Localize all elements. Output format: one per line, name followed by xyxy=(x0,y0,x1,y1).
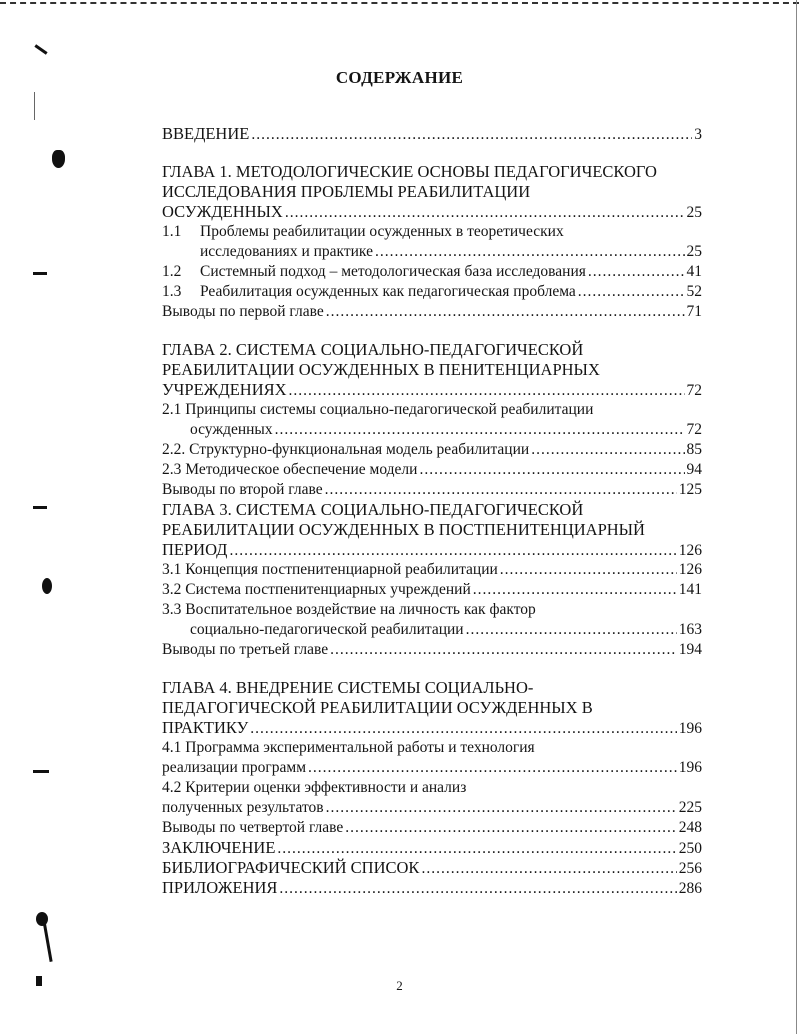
scan-artifact-mark xyxy=(33,506,47,509)
section-number: 1.1 xyxy=(162,223,182,240)
toc-entry-label: БИБЛИОГРАФИЧЕСКИЙ СПИСОК xyxy=(162,858,420,877)
toc-leader-dots xyxy=(285,203,685,222)
section-number: 1.2 xyxy=(162,263,182,280)
toc-entry-conclusion xyxy=(162,838,702,858)
toc-entry-3-2 xyxy=(162,580,702,600)
toc-page-number: 141 xyxy=(678,581,702,598)
toc-page-number: 126 xyxy=(678,542,702,559)
chapter-4-heading-line: ПЕДАГОГИЧЕСКОЙ РЕАБИЛИТАЦИИ ОСУЖДЕННЫХ В xyxy=(162,698,593,717)
toc-page-number: 94 xyxy=(686,461,702,478)
toc-leader-dots xyxy=(466,620,677,640)
toc-entry-3-3-line1: 3.3 Воспитательное воздействие на личность как фактор xyxy=(162,601,536,618)
toc-leader-dots xyxy=(289,381,685,400)
scan-artifact-mark xyxy=(33,770,49,773)
toc-entry-label: 3.1 Концепция постпенитенциарной реабилитации xyxy=(162,561,498,578)
toc-entry-chapter-4-conclusions xyxy=(162,818,702,838)
toc-page-number: 72 xyxy=(686,421,702,438)
toc-entry-label: Выводы по четвертой главе xyxy=(162,819,344,836)
toc-entry-label: ПЕРИОД xyxy=(162,540,228,559)
toc-entry-label: Проблемы реабилитации осужденных в теоретических xyxy=(200,223,564,240)
toc-entry-label: Выводы по третьей главе xyxy=(162,641,329,658)
toc-entry-1-3 xyxy=(162,282,702,302)
chapter-2-heading-line: ГЛАВА 2. СИСТЕМА СОЦИАЛЬНО-ПЕДАГОГИЧЕСКОЙ xyxy=(162,340,584,359)
toc-entry-chapter-1-conclusions xyxy=(162,302,702,322)
toc-entry-chapter-3-conclusions xyxy=(162,640,702,660)
toc-page-number: 248 xyxy=(678,819,702,836)
toc-page-number: 286 xyxy=(678,880,702,897)
page-number: 2 xyxy=(396,978,403,993)
toc-entry-label: полученных результатов xyxy=(162,799,324,816)
scan-artifact-mark xyxy=(52,150,65,168)
toc-page-number: 3 xyxy=(694,126,702,143)
toc-leader-dots xyxy=(326,302,685,322)
toc-entry-label: 2.2. Структурно-функциональная модель реабилитации xyxy=(162,441,530,458)
toc-leader-dots xyxy=(275,420,685,440)
page-title: СОДЕРЖАНИЕ xyxy=(335,68,464,87)
toc-page-number: 85 xyxy=(686,441,702,458)
toc-page-number: 225 xyxy=(678,799,702,816)
toc-leader-dots xyxy=(345,818,677,838)
table-of-contents xyxy=(162,124,702,898)
toc-leader-dots xyxy=(279,879,676,898)
toc-entry-introduction xyxy=(162,124,702,144)
toc-entry-label: осужденных xyxy=(190,421,273,438)
toc-page-number: 25 xyxy=(686,243,702,260)
scan-artifact-mark xyxy=(42,920,52,962)
toc-entry-chapter-2 xyxy=(162,380,702,400)
toc-page-number: 71 xyxy=(686,303,702,320)
toc-page-number: 196 xyxy=(678,720,702,737)
toc-entry-label: ОСУЖДЕННЫХ xyxy=(162,202,283,221)
toc-entry-2-1 xyxy=(162,420,702,440)
toc-entry-2-3 xyxy=(162,460,702,480)
toc-entry-chapter-2-conclusions xyxy=(162,480,702,500)
scan-artifact-mark xyxy=(34,92,35,120)
toc-entry-chapter-3 xyxy=(162,540,702,560)
toc-entry-3-3 xyxy=(162,620,702,640)
toc-page-number: 250 xyxy=(678,840,702,857)
toc-page-number: 125 xyxy=(678,481,702,498)
toc-entry-1-1 xyxy=(162,242,702,262)
toc-page-number: 256 xyxy=(678,860,702,877)
toc-entry-3-1 xyxy=(162,560,702,580)
scan-right-border xyxy=(796,0,797,1034)
chapter-1-heading-line: ГЛАВА 1. МЕТОДОЛОГИЧЕСКИЕ ОСНОВЫ ПЕДАГОГИЧЕСКОГО xyxy=(162,162,657,181)
toc-leader-dots xyxy=(250,719,676,738)
toc-page-number: 126 xyxy=(678,561,702,578)
toc-entry-label: 2.3 Методическое обеспечение модели xyxy=(162,461,418,478)
toc-leader-dots xyxy=(500,560,677,580)
toc-leader-dots xyxy=(326,798,677,818)
toc-leader-dots xyxy=(375,242,685,262)
toc-page-number: 52 xyxy=(686,283,702,300)
toc-entry-label: ПРИЛОЖЕНИЯ xyxy=(162,878,278,897)
toc-leader-dots xyxy=(277,839,676,858)
chapter-3-heading-line: ГЛАВА 3. СИСТЕМА СОЦИАЛЬНО-ПЕДАГОГИЧЕСКОЙ xyxy=(162,500,584,519)
toc-entry-label: ПРАКТИКУ xyxy=(162,718,249,737)
toc-entry-2-1-line1: 2.1 Принципы системы социально-педагогической реабилитации xyxy=(162,401,594,418)
toc-page-number: 194 xyxy=(678,641,702,658)
toc-entry-4-2 xyxy=(162,798,702,818)
chapter-2-heading-line: РЕАБИЛИТАЦИИ ОСУЖДЕННЫХ В ПЕНИТЕНЦИАРНЫХ xyxy=(162,360,600,379)
toc-entry-label: реализации программ xyxy=(162,759,307,776)
toc-leader-dots xyxy=(578,282,685,302)
toc-leader-dots xyxy=(325,480,677,500)
toc-entry-1-2 xyxy=(162,262,702,282)
toc-leader-dots xyxy=(588,262,685,282)
toc-leader-dots xyxy=(419,460,684,480)
toc-page-number: 196 xyxy=(678,759,702,776)
toc-entry-4-1 xyxy=(162,758,702,778)
scan-top-border xyxy=(0,2,799,4)
toc-leader-dots xyxy=(308,758,677,778)
toc-entry-label: Системный подход – методологическая база исследования xyxy=(200,263,586,280)
toc-leader-dots xyxy=(473,580,677,600)
toc-entry-label: Выводы по второй главе xyxy=(162,481,323,498)
scan-artifact-mark xyxy=(33,272,47,275)
toc-leader-dots xyxy=(229,541,676,560)
toc-entry-4-2-line1: 4.2 Критерии оценки эффективности и анализ xyxy=(162,779,467,796)
toc-page-number: 163 xyxy=(678,621,702,638)
toc-entry-label: УЧРЕЖДЕНИЯХ xyxy=(162,380,287,399)
toc-entry-label: Выводы по первой главе xyxy=(162,303,324,320)
toc-entry-label: ЗАКЛЮЧЕНИЕ xyxy=(162,838,276,857)
section-number: 1.3 xyxy=(162,283,182,300)
toc-entry-1-1-line1 xyxy=(162,222,702,242)
toc-page-number: 25 xyxy=(686,204,702,221)
toc-entry-label: Реабилитация осужденных как педагогическая проблема xyxy=(200,283,576,300)
toc-page-number: 41 xyxy=(686,263,702,280)
toc-entry-4-1-line1: 4.1 Программа экспериментальной работы и технология xyxy=(162,739,535,756)
chapter-1-heading-line: ИССЛЕДОВАНИЯ ПРОБЛЕМЫ РЕАБИЛИТАЦИИ xyxy=(162,182,531,201)
toc-leader-dots xyxy=(421,859,676,878)
toc-entry-label: социально-педагогической реабилитации xyxy=(190,621,464,638)
chapter-4-heading-line: ГЛАВА 4. ВНЕДРЕНИЕ СИСТЕМЫ СОЦИАЛЬНО- xyxy=(162,678,534,697)
toc-page-number: 72 xyxy=(686,382,702,399)
toc-entry-chapter-1 xyxy=(162,202,702,222)
toc-entry-bibliography xyxy=(162,858,702,878)
toc-leader-dots xyxy=(251,125,692,144)
toc-entry-label: ВВЕДЕНИЕ xyxy=(162,124,250,143)
toc-leader-dots xyxy=(531,440,684,460)
toc-entry-2-2 xyxy=(162,440,702,460)
scan-artifact-mark xyxy=(42,578,52,594)
toc-entry-chapter-4 xyxy=(162,718,702,738)
chapter-3-heading-line: РЕАБИЛИТАЦИИ ОСУЖДЕННЫХ В ПОСТПЕНИТЕНЦИАРНЫЙ xyxy=(162,520,645,539)
toc-leader-dots xyxy=(330,640,677,660)
toc-entry-appendices xyxy=(162,878,702,898)
scan-artifact-mark xyxy=(34,44,47,54)
toc-entry-label: исследованиях и практике xyxy=(200,243,373,260)
toc-entry-label: 3.2 Система постпенитенциарных учреждений xyxy=(162,581,471,598)
